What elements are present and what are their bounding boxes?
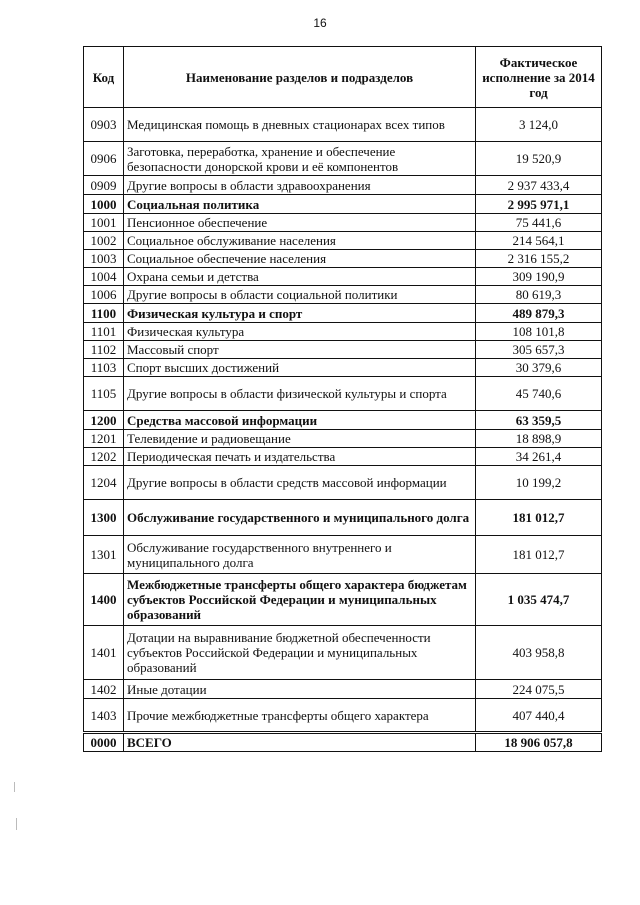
row-amount: 407 440,4 — [476, 699, 602, 733]
table-row — [84, 286, 602, 304]
table-row — [84, 142, 602, 176]
row-name: Физическая культура и спорт — [124, 304, 476, 323]
row-code: 1204 — [84, 466, 124, 500]
row-code: 1201 — [84, 430, 124, 448]
row-code: 1102 — [84, 341, 124, 359]
row-amount: 224 075,5 — [476, 680, 602, 699]
page-number: 16 — [313, 16, 327, 30]
row-code: 1202 — [84, 448, 124, 466]
table-row — [84, 323, 602, 341]
row-code: 1000 — [84, 195, 124, 214]
row-name: Телевидение и радиовещание — [124, 430, 476, 448]
row-amount: 181 012,7 — [476, 500, 602, 536]
row-amount: 34 261,4 — [476, 448, 602, 466]
row-name: Другие вопросы в области социальной политики — [124, 286, 476, 304]
row-name: ВСЕГО — [124, 733, 476, 752]
row-name: Другие вопросы в области физической культуры и спорта — [124, 377, 476, 411]
header-amount: Фактическое исполнение за 2014 год — [476, 47, 602, 108]
row-amount: 489 879,3 — [476, 304, 602, 323]
table-row — [84, 359, 602, 377]
row-code: 1002 — [84, 232, 124, 250]
row-name: Иные дотации — [124, 680, 476, 699]
row-amount: 1 035 474,7 — [476, 574, 602, 626]
row-name: Массовый спорт — [124, 341, 476, 359]
row-code: 0000 — [84, 733, 124, 752]
row-amount: 10 199,2 — [476, 466, 602, 500]
table-row — [84, 377, 602, 411]
row-code: 0906 — [84, 142, 124, 176]
table-header-row — [84, 47, 602, 108]
row-code: 1200 — [84, 411, 124, 430]
row-code: 1402 — [84, 680, 124, 699]
row-name: Социальное обслуживание населения — [124, 232, 476, 250]
row-code: 1105 — [84, 377, 124, 411]
row-name: Медицинская помощь в дневных стационарах всех типов — [124, 108, 476, 142]
row-name: Межбюджетные трансферты общего характера бюджетам субъектов Российской Федерации и муниципальных образований — [124, 574, 476, 626]
row-name: Социальная политика — [124, 195, 476, 214]
row-amount: 80 619,3 — [476, 286, 602, 304]
table-row — [84, 304, 602, 323]
table-row — [84, 195, 602, 214]
row-amount: 2 937 433,4 — [476, 176, 602, 195]
table-row — [84, 626, 602, 680]
budget-table — [83, 46, 602, 752]
table-row — [84, 500, 602, 536]
row-amount: 2 316 155,2 — [476, 250, 602, 268]
row-code: 1401 — [84, 626, 124, 680]
row-code: 1300 — [84, 500, 124, 536]
row-code: 1006 — [84, 286, 124, 304]
table-row — [84, 108, 602, 142]
table-row — [84, 448, 602, 466]
row-amount: 19 520,9 — [476, 142, 602, 176]
row-code: 1403 — [84, 699, 124, 733]
row-name: Физическая культура — [124, 323, 476, 341]
row-amount: 309 190,9 — [476, 268, 602, 286]
table-row — [84, 574, 602, 626]
row-amount: 30 379,6 — [476, 359, 602, 377]
table-row — [84, 733, 602, 752]
table-row — [84, 341, 602, 359]
row-amount: 305 657,3 — [476, 341, 602, 359]
table-row — [84, 466, 602, 500]
row-name: Обслуживание государственного внутреннего и муниципального долга — [124, 536, 476, 574]
row-code: 1101 — [84, 323, 124, 341]
header-name: Наименование разделов и подразделов — [124, 47, 476, 108]
row-name: Прочие межбюджетные трансферты общего характера — [124, 699, 476, 733]
row-amount: 18 906 057,8 — [476, 733, 602, 752]
row-code: 1004 — [84, 268, 124, 286]
row-amount: 2 995 971,1 — [476, 195, 602, 214]
row-code: 1003 — [84, 250, 124, 268]
row-name: Дотации на выравнивание бюджетной обеспеченности субъектов Российской Федерации и муниципальных образований — [124, 626, 476, 680]
header-code: Код — [84, 47, 124, 108]
row-amount: 63 359,5 — [476, 411, 602, 430]
table-row — [84, 232, 602, 250]
table-row — [84, 268, 602, 286]
row-amount: 181 012,7 — [476, 536, 602, 574]
table-row — [84, 536, 602, 574]
table-row — [84, 176, 602, 195]
scan-mark — [14, 782, 15, 792]
row-name: Заготовка, переработка, хранение и обеспечение безопасности донорской крови и её компонентов — [124, 142, 476, 176]
row-name: Социальное обеспечение населения — [124, 250, 476, 268]
row-name: Средства массовой информации — [124, 411, 476, 430]
row-amount: 214 564,1 — [476, 232, 602, 250]
table-row — [84, 699, 602, 733]
row-code: 0903 — [84, 108, 124, 142]
row-amount: 75 441,6 — [476, 214, 602, 232]
row-name: Пенсионное обеспечение — [124, 214, 476, 232]
scan-mark — [16, 818, 17, 830]
row-code: 1001 — [84, 214, 124, 232]
table-row — [84, 214, 602, 232]
table-body — [84, 108, 602, 752]
row-amount: 45 740,6 — [476, 377, 602, 411]
row-code: 1301 — [84, 536, 124, 574]
row-amount: 403 958,8 — [476, 626, 602, 680]
row-code: 0909 — [84, 176, 124, 195]
row-amount: 3 124,0 — [476, 108, 602, 142]
row-name: Спорт высших достижений — [124, 359, 476, 377]
table-row — [84, 430, 602, 448]
row-name: Периодическая печать и издательства — [124, 448, 476, 466]
row-amount: 18 898,9 — [476, 430, 602, 448]
row-name: Обслуживание государственного и муниципального долга — [124, 500, 476, 536]
table-row — [84, 411, 602, 430]
row-name: Другие вопросы в области здравоохранения — [124, 176, 476, 195]
row-code: 1400 — [84, 574, 124, 626]
row-amount: 108 101,8 — [476, 323, 602, 341]
row-code: 1103 — [84, 359, 124, 377]
table-row — [84, 680, 602, 699]
row-name: Охрана семьи и детства — [124, 268, 476, 286]
row-name: Другие вопросы в области средств массовой информации — [124, 466, 476, 500]
row-code: 1100 — [84, 304, 124, 323]
table-row — [84, 250, 602, 268]
